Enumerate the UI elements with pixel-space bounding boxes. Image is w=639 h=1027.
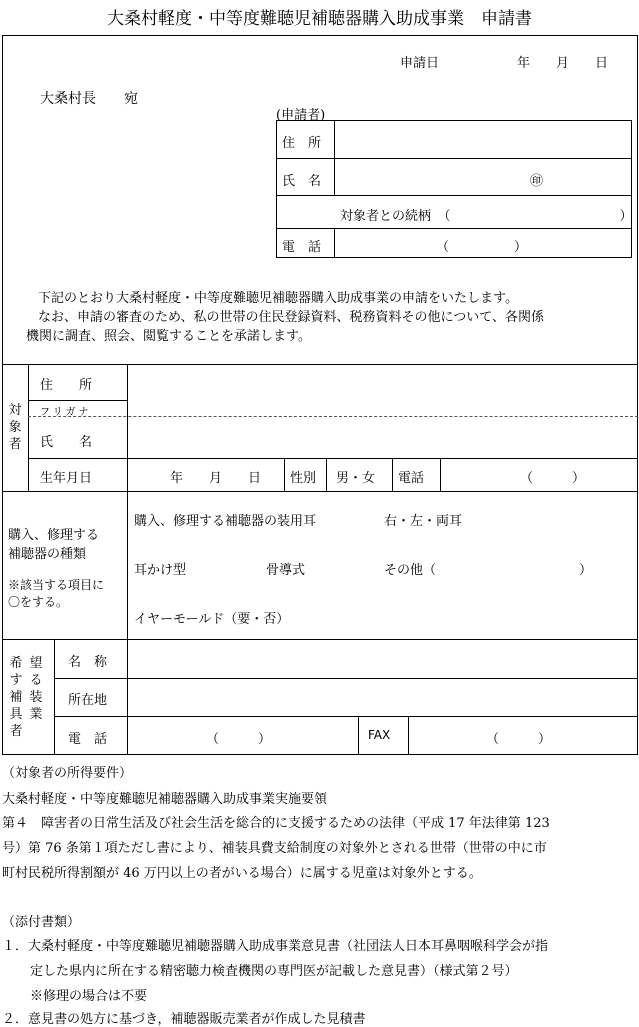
income-line-4: 町村民税所得割額が 46 万円以上の者がいる場合）に属する児童は対象外とする。	[2, 866, 482, 881]
subject-name-label: 氏 名	[40, 435, 93, 450]
subject-sex-options[interactable]: 男・女	[336, 471, 376, 486]
subject-furigana-label: フリガナ	[40, 407, 92, 418]
application-date[interactable]: 申請日 年 月 日	[400, 56, 609, 71]
addressee: 大桑村長 宛	[40, 91, 138, 107]
device-note-2: 〇をする。	[8, 595, 69, 609]
applicant-address-label: 住 所	[282, 136, 322, 151]
income-line-3: 号）第 76 条第１項ただし書により、補装具費支給制度の対象外とされる世帯（世帯の中に市	[2, 841, 547, 856]
income-line-2: 第４ 障害者の日常生活及び社会生活を総合的に支援するための法律（平成 17 年法律第 123	[2, 816, 550, 831]
earmold-option[interactable]: イヤーモールド（要・否）	[134, 612, 290, 627]
subject-phone-field[interactable]: （ ）	[520, 471, 586, 486]
statement-line-3: 機関に調査、照会、閲覧することを承諾します。	[26, 329, 311, 344]
device-note-1: ※該当する項目に	[8, 578, 105, 592]
dealer-phone-field[interactable]: （ ）	[206, 732, 272, 747]
dealer-side-label-a: 希 す 補 具 者	[9, 656, 23, 739]
dealer-phone-label: 電 話	[68, 732, 108, 747]
dealer-name-label: 名 称	[68, 655, 108, 670]
type-bone-conduction[interactable]: 骨導式	[266, 563, 306, 578]
applicant-phone-field[interactable]: （ ）	[436, 240, 528, 255]
dealer-location-label: 所在地	[68, 693, 108, 708]
applicant-name-label: 氏 名	[282, 174, 322, 189]
attachments-heading: （添付書類）	[2, 915, 81, 930]
statement-line-1: 下記のとおり大桑村軽度・中等度難聴児補聴器購入助成事業の申請をいたします。	[38, 291, 518, 306]
ear-question: 購入、修理する補聴器の装用耳	[134, 514, 317, 529]
device-label-1: 購入、修理する	[8, 528, 100, 543]
dealer-location-field[interactable]	[129, 679, 637, 715]
page-title: 大桑村軽度・中等度難聴児補聴器購入助成事業 申請書	[107, 9, 532, 29]
applicant-name-field[interactable]	[336, 159, 516, 194]
device-label-2: 補聴器の種類	[8, 547, 87, 562]
subject-side-label: 対象者	[8, 403, 22, 452]
income-line-1: 大桑村軽度・中等度難聴児補聴器購入助成事業実施要領	[2, 792, 328, 807]
relation-field[interactable]: 対象者との続柄 （ ）	[340, 209, 633, 224]
subject-sex-label: 性別	[290, 471, 317, 486]
type-other[interactable]: その他（ ）	[384, 563, 593, 578]
subject-address-field[interactable]	[129, 365, 637, 399]
attachment-1-line-1: １．大桑村軽度・中等度難聴児補聴器購入助成事業意見書（社団法人日本耳鼻咽喉科学会が指	[2, 939, 549, 954]
applicant-address-field[interactable]	[336, 121, 630, 157]
seal-mark: ㊞	[530, 174, 544, 189]
attachment-1-line-2: 定した県内に所在する精密聴力検査機関の専門医が記載した意見書）（様式第２号）	[30, 964, 518, 979]
applicant-phone-label: 電 話	[282, 240, 322, 255]
applicant-heading: (申請者)	[276, 108, 326, 123]
dealer-side-label-b: 望 る 装 業	[29, 656, 43, 722]
subject-phone-label: 電話	[398, 471, 425, 486]
subject-birthdate-label: 生年月日	[40, 471, 93, 486]
statement-line-2: なお、申請の審査のため、私の世帯の住民登録資料、税務資料その他について、各関係	[38, 310, 544, 325]
dealer-fax-label: FAX	[368, 728, 391, 742]
subject-address-label: 住 所	[40, 378, 93, 393]
attachment-1-note: ※修理の場合は不要	[30, 989, 148, 1004]
dealer-name-field[interactable]	[129, 640, 637, 677]
income-heading: （対象者の所得要件）	[2, 766, 133, 781]
attachment-2: ２．意見書の処方に基づき，補聴器販売業者が作成した見積書	[2, 1012, 366, 1027]
dealer-fax-field[interactable]: （ ）	[486, 732, 552, 747]
subject-name-field[interactable]	[129, 418, 637, 457]
subject-birthdate-field[interactable]: 年 月 日	[170, 471, 262, 486]
type-earhook[interactable]: 耳かけ型	[134, 563, 187, 578]
ear-options[interactable]: 右・左・両耳	[384, 514, 463, 529]
